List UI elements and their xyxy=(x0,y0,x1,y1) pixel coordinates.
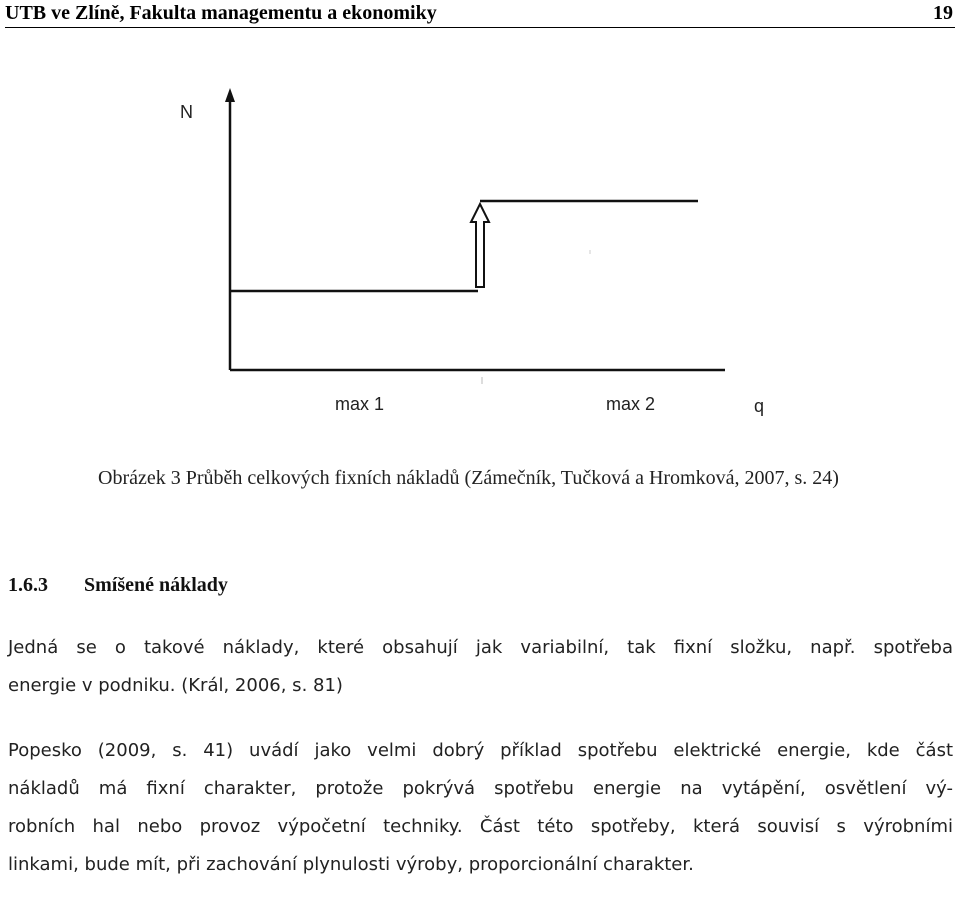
step-jump-arrow xyxy=(471,204,489,287)
paragraph-line: Jedná se o takové náklady, které obsahují jak variabilní, tak fixní složku, např. spotřeba xyxy=(8,637,953,658)
paragraph-line: Popesko (2009, s. 41) uvádí jako velmi dobrý příklad spotřebu elektrické energie, kde část xyxy=(8,740,953,761)
figure-caption: Obrázek 3 Průběh celkových fixních nákladů (Zámečník, Tučková a Hromková, 2007, s. 24) xyxy=(98,467,839,489)
paragraph-2 xyxy=(8,732,953,884)
paragraph-1 xyxy=(8,629,953,705)
section-heading xyxy=(8,574,228,597)
header-title: UTB ve Zlíně, Fakulta managementu a ekonomiky xyxy=(5,2,437,24)
section-number: 1.6.3 xyxy=(8,574,48,596)
x-tick-max1: max 1 xyxy=(335,394,385,414)
y-axis-arrow xyxy=(225,88,235,102)
paragraph-line: energie v podniku. (Král, 2006, s. 81) xyxy=(8,675,343,696)
paragraph-line: nákladů má fixní charakter, protože pokrývá spotřebu energie na vytápění, osvětlení vý- xyxy=(8,778,953,799)
paragraph-line: linkami, bude mít, při zachování plynulosti výroby, proporcionální charakter. xyxy=(8,854,694,875)
paragraph-line: robních hal nebo provoz výpočetní techniky. Část této spotřeby, která souvisí s výrobními xyxy=(8,816,953,837)
x-axis-label: q xyxy=(754,396,765,416)
y-axis-label: N xyxy=(180,102,193,122)
section-title: Smíšené náklady xyxy=(84,574,228,596)
fixed-cost-figure xyxy=(160,80,780,420)
page-number: 19 xyxy=(933,2,953,24)
x-tick-max2: max 2 xyxy=(606,394,656,414)
page-header xyxy=(5,0,955,28)
